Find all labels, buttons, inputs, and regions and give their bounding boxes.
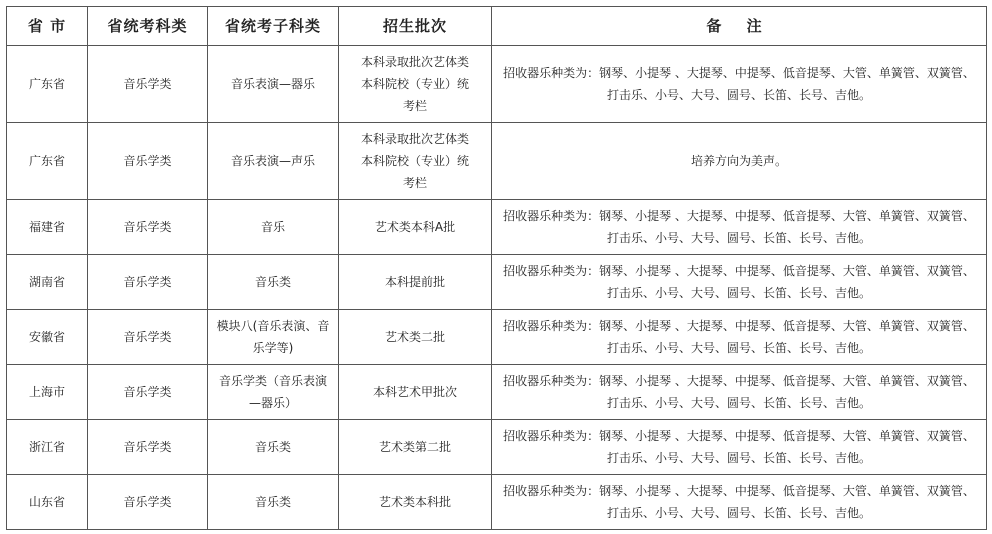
table-row bbox=[7, 255, 987, 310]
cell-batch: 本科艺术甲批次 bbox=[339, 365, 492, 420]
header-sub-subject: 省统考子科类 bbox=[208, 7, 339, 46]
header-exam-subject: 省统考科类 bbox=[88, 7, 208, 46]
cell-sub-subject: 音乐表演—器乐 bbox=[208, 46, 339, 123]
cell-sub-subject: 音乐学类（音乐表演—器乐） bbox=[208, 365, 339, 420]
table-row bbox=[7, 365, 987, 420]
cell-batch: 本科录取批次艺体类本科院校（专业）统考栏 bbox=[339, 46, 492, 123]
cell-remark: 招收器乐种类为：钢琴、小提琴 、大提琴、中提琴、低音提琴、大管、单簧管、双簧管、打击乐、小号、大号、圆号、长笛、长号、吉他。 bbox=[492, 365, 987, 420]
table-row bbox=[7, 46, 987, 123]
cell-province: 福建省 bbox=[7, 200, 88, 255]
cell-remark: 招收器乐种类为：钢琴、小提琴 、大提琴、中提琴、低音提琴、大管、单簧管、双簧管、打击乐、小号、大号、圆号、长笛、长号、吉他。 bbox=[492, 200, 987, 255]
cell-remark: 招收器乐种类为：钢琴、小提琴 、大提琴、中提琴、低音提琴、大管、单簧管、双簧管、打击乐、小号、大号、圆号、长笛、长号、吉他。 bbox=[492, 46, 987, 123]
cell-sub-subject: 音乐类 bbox=[208, 420, 339, 475]
cell-province: 湖南省 bbox=[7, 255, 88, 310]
cell-batch: 本科录取批次艺体类本科院校（专业）统考栏 bbox=[339, 123, 492, 200]
admission-table bbox=[6, 6, 987, 530]
table-row bbox=[7, 475, 987, 530]
cell-exam-subject: 音乐学类 bbox=[88, 123, 208, 200]
cell-province: 广东省 bbox=[7, 46, 88, 123]
cell-exam-subject: 音乐学类 bbox=[88, 420, 208, 475]
header-batch: 招生批次 bbox=[339, 7, 492, 46]
cell-remark: 招收器乐种类为：钢琴、小提琴 、大提琴、中提琴、低音提琴、大管、单簧管、双簧管、打击乐、小号、大号、圆号、长笛、长号、吉他。 bbox=[492, 255, 987, 310]
cell-sub-subject: 音乐表演—声乐 bbox=[208, 123, 339, 200]
cell-sub-subject: 音乐 bbox=[208, 200, 339, 255]
header-province: 省 市 bbox=[7, 7, 88, 46]
cell-province: 上海市 bbox=[7, 365, 88, 420]
table-row bbox=[7, 200, 987, 255]
cell-remark: 培养方向为美声。 bbox=[492, 123, 987, 200]
cell-batch: 本科提前批 bbox=[339, 255, 492, 310]
cell-batch: 艺术类二批 bbox=[339, 310, 492, 365]
cell-sub-subject: 音乐类 bbox=[208, 475, 339, 530]
cell-remark: 招收器乐种类为：钢琴、小提琴 、大提琴、中提琴、低音提琴、大管、单簧管、双簧管、打击乐、小号、大号、圆号、长笛、长号、吉他。 bbox=[492, 420, 987, 475]
cell-province: 广东省 bbox=[7, 123, 88, 200]
cell-exam-subject: 音乐学类 bbox=[88, 255, 208, 310]
cell-batch: 艺术类第二批 bbox=[339, 420, 492, 475]
cell-province: 浙江省 bbox=[7, 420, 88, 475]
cell-remark: 招收器乐种类为：钢琴、小提琴 、大提琴、中提琴、低音提琴、大管、单簧管、双簧管、打击乐、小号、大号、圆号、长笛、长号、吉他。 bbox=[492, 475, 987, 530]
cell-exam-subject: 音乐学类 bbox=[88, 475, 208, 530]
table-row bbox=[7, 420, 987, 475]
table-row bbox=[7, 123, 987, 200]
cell-province: 安徽省 bbox=[7, 310, 88, 365]
table-row bbox=[7, 310, 987, 365]
cell-batch: 艺术类本科批 bbox=[339, 475, 492, 530]
cell-batch: 艺术类本科A批 bbox=[339, 200, 492, 255]
cell-province: 山东省 bbox=[7, 475, 88, 530]
header-remark: 备 注 bbox=[492, 7, 987, 46]
cell-remark: 招收器乐种类为：钢琴、小提琴 、大提琴、中提琴、低音提琴、大管、单簧管、双簧管、打击乐、小号、大号、圆号、长笛、长号、吉他。 bbox=[492, 310, 987, 365]
table-header-row bbox=[7, 7, 987, 46]
cell-exam-subject: 音乐学类 bbox=[88, 46, 208, 123]
cell-exam-subject: 音乐学类 bbox=[88, 200, 208, 255]
cell-exam-subject: 音乐学类 bbox=[88, 310, 208, 365]
cell-sub-subject: 模块八(音乐表演、音乐学等) bbox=[208, 310, 339, 365]
cell-sub-subject: 音乐类 bbox=[208, 255, 339, 310]
cell-exam-subject: 音乐学类 bbox=[88, 365, 208, 420]
